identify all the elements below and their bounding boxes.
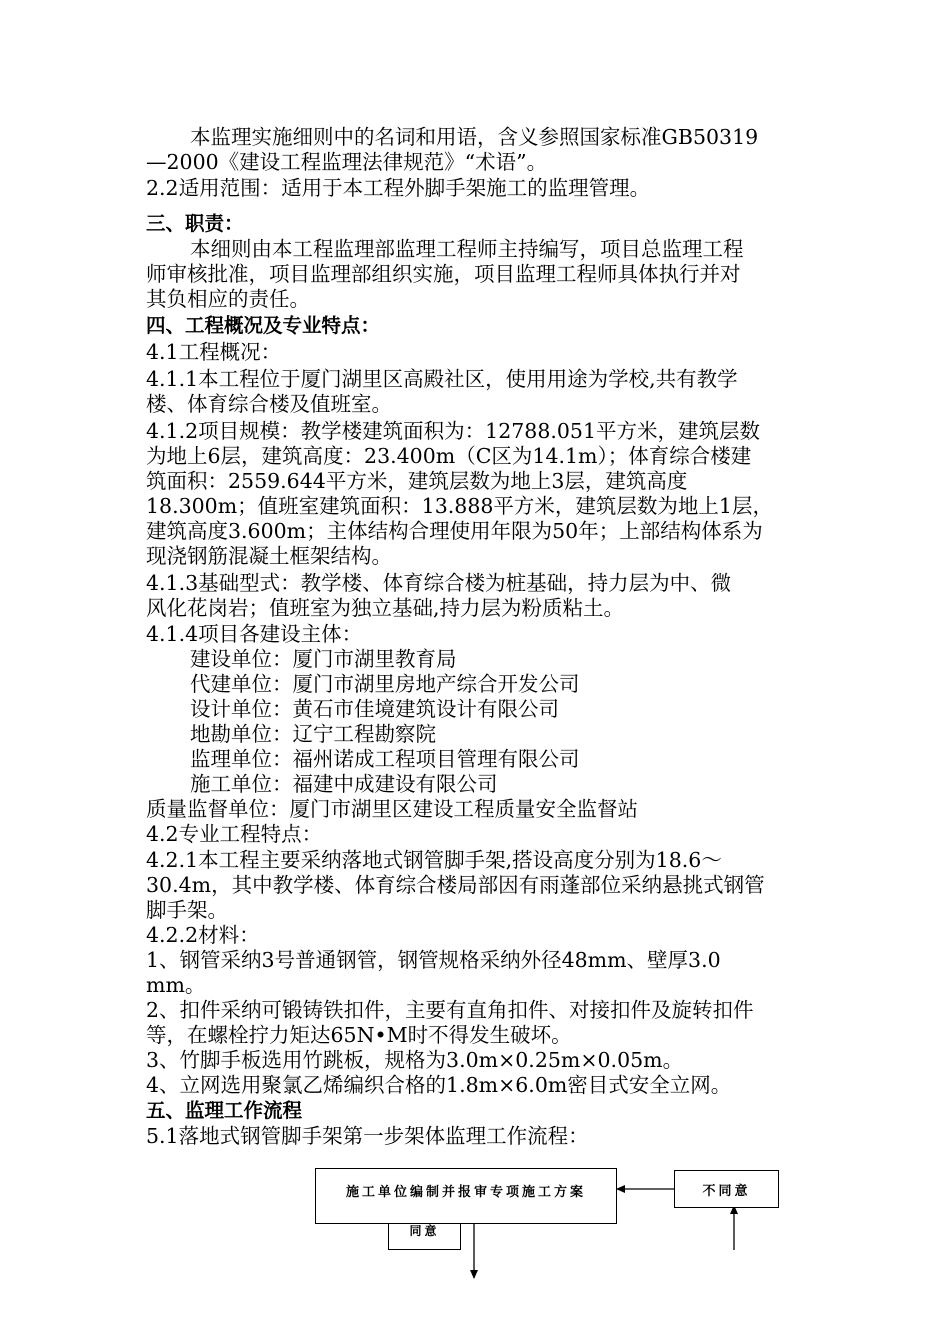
paragraph-line: 4.2.2材料： [146,923,260,947]
paragraph-line: 师审核批准，项目监理部组织实施，项目监理工程师具体执行并对 [146,262,741,286]
paragraph-line: 施工单位：福建中成建设有限公司 [190,772,498,796]
paragraph-line: 2.2适用范围：适用于本工程外脚手架施工的监理管理。 [146,176,651,200]
paragraph-line: 楼、体育综合楼及值班室。 [146,392,392,416]
paragraph-line: 风化花岗岩；值班室为独立基础,持力层为粉质粘土。 [146,596,625,620]
paragraph-line: 4.1工程概况： [146,340,282,364]
paragraph-line: 为地上6层，建筑高度：23.400m（C区为14.1m）；体育综合楼建 [146,444,752,468]
paragraph-line: 30.4m，其中教学楼、体育综合楼局部因有雨蓬部位采纳悬挑式钢管 [146,873,765,897]
main-process-label: 施工单位编制并报审专项施工方案 [345,1185,586,1200]
paragraph-line: 4.1.4项目各建设主体： [146,622,363,646]
paragraph-line: 4.1.2项目规模：教学楼建筑面积为：12788.051平方米，建筑层数 [146,419,761,443]
section-heading: 三、职责： [146,212,244,235]
paragraph-line: 质量监督单位：厦门市湖里区建设工程质量安全监督站 [146,797,638,821]
paragraph-line: 4.1.1本工程位于厦门湖里区高殿社区，使用用途为学校,共有教学 [146,367,738,391]
paragraph-line: 其负相应的责任。 [146,287,310,311]
paragraph-line: 18.300m；值班室建筑面积：13.888平方米，建筑层数为地上1层， [146,494,773,518]
paragraph-line: 本细则由本工程监理部监理工程师主持编写，项目总监理工程 [190,237,744,261]
paragraph-line: 3、竹脚手板选用竹跳板，规格为3.0m×0.25m×0.05m。 [146,1048,684,1072]
paragraph-line: mm。 [146,973,206,997]
paragraph-line: 4.2.1本工程主要采纳落地式钢管脚手架,搭设高度分别为18.6～ [146,848,722,872]
paragraph-line: 5.1落地式钢管脚手架第一步架体监理工作流程： [146,1124,589,1148]
paragraph-line: 4、立网选用聚氯乙烯编织合格的1.8m×6.0m密目式安全立网。 [146,1073,732,1097]
paragraph-line: 4.1.3基础型式：教学楼、体育综合楼为桩基础，持力层为中、微 [146,571,732,595]
reject-label: 不同意 [702,1183,751,1199]
paragraph-line: 建筑高度3.600m；主体结构合理使用年限为50年；上部结构体系为 [146,519,763,543]
paragraph-line: 监理单位：福州诺成工程项目管理有限公司 [190,747,580,771]
paragraph-line: 4.2专业工程特点： [146,822,323,846]
paragraph-line: 建设单位：厦门市湖里教育局 [190,647,457,671]
paragraph-line: 筑面积：2559.644平方米，建筑层数为地上3层，建筑高度 [146,469,688,493]
section-heading: 五、监理工作流程 [146,1099,303,1122]
paragraph-line: 1、钢管采纳3号普通钢管，钢管规格采纳外径48mm、壁厚3.0 [146,948,721,972]
paragraph-line: —2000《建设工程监理法律规范》“术语”。 [146,150,548,174]
paragraph-line: 本监理实施细则中的名词和用语，含义参照国家标准GB50319 [190,125,759,149]
paragraph-line: 脚手架。 [146,898,228,922]
paragraph-line: 现浇钢筋混凝土框架结构。 [146,544,392,568]
agree-label: 同意 [409,1224,440,1238]
main-process-box [315,1168,617,1224]
reject-box [674,1170,779,1208]
paragraph-line: 代建单位：厦门市湖里房地产综合开发公司 [190,672,580,696]
paragraph-line: 地勘单位：辽宁工程勘察院 [190,722,436,746]
section-heading: 四、工程概况及专业特点： [146,314,381,337]
paragraph-line: 2、扣件采纳可锻铸铁扣件，主要有直角扣件、对接扣件及旋转扣件 [146,998,754,1022]
paragraph-line: 等，在螺栓拧力矩达65N•M时不得发生破坏。 [146,1023,572,1047]
paragraph-line: 设计单位：黄石市佳境建筑设计有限公司 [190,697,559,721]
